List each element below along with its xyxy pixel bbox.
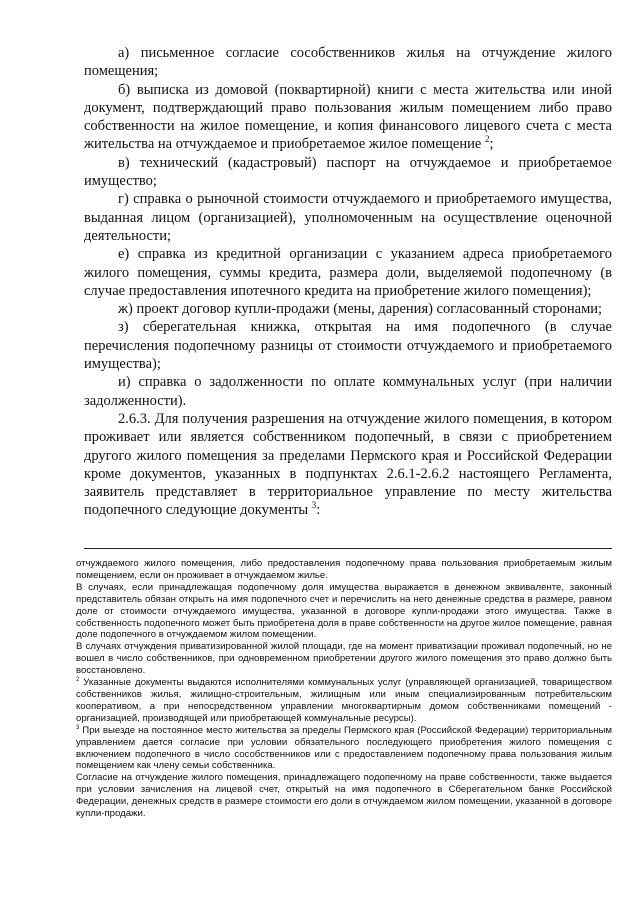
paragraph-b-text: б) выписка из домовой (поквартирной) книги с места жительства или иной документ, подтверждающий право пользования жилым помещением либо право собственности на жилое помещение, и копия финансового лицевого счета с места жительства на отчуждаемое и приобретаемое жилое помещение — [84, 81, 612, 153]
paragraph-b — [84, 81, 612, 154]
paragraph-a: а) письменное согласие сособственников жилья на отчуждение жилого помещения; — [84, 45, 612, 80]
paragraph-g: г) справка о рыночной стоимости отчуждаемого и приобретаемого имущества, выданная лицом (организацией), уполномоченным на осуществление оценочной деятельности; — [84, 191, 612, 244]
footnote-3 — [76, 725, 612, 773]
footnote-mark-3: 3 — [76, 724, 80, 731]
footnote-mark-2: 2 — [76, 676, 80, 683]
footnote-ref-3: 3 — [311, 500, 317, 511]
paragraph-2-6-3-text: 2.6.3. Для получения разрешения на отчуждение жилого помещения, в котором проживает или является собственником подопечный, в связи с приобретением другого жилого помещения за пределами Пермского края и Российской Федерации кроме документов, указанных в подпунктах 2.6.1-2.6.2 настоящего Регламента, заявитель представляет в территориальное управление по месту жительства подопечного следующие документы — [84, 410, 612, 519]
footnote-text: Согласие на отчуждение жилого помещения, принадлежащего подопечному на праве собственности, также выдается при условии зачисления на лицевой счет, открытый на имя подопечного в Сберегательном банке Российской Федерации, денежных средств в размере стоимости его доли в отчуждаемом жилом помещении, указанной в договоре купли-продажи. — [76, 772, 612, 820]
footnote-2-text: Указанные документы выдаются исполнителями коммунальных услуг (управляющей организацией, товариществом собственников жилья, жилищно-строительным, жилищным или иным специализированным потребительским кооперативом, а при непосредственном управлении многоквартирным домом собственниками помещений - организацией, производящей или приобретающей коммунальные ресурсы). — [76, 677, 612, 724]
paragraph-zh: ж) проект договор купли-продажи (мены, дарения) согласованный сторонами; — [118, 301, 603, 318]
paragraph-z: з) сберегательная книжка, открытая на имя подопечного (в случае перечисления подопечному разницы от стоимости отчуждаемого и приобретаемого имущества); — [84, 319, 612, 373]
paragraph-e: е) справка из кредитной организации с указанием адреса приобретаемого жилого помещения, суммы кредита, размера доли, выделяемой подопечному (в случае предоставления ипотечного кредита на приобретение жилого помещения); — [84, 246, 612, 299]
footnote-text: В случаях отчуждения приватизированной жилой площади, где на момент приватизации проживал подопечный, но не вошел в число собственников, при одновременном приобретении другого жилого помещения это право должно быть восстановлено. — [76, 641, 612, 677]
paragraph-2-6-3 — [84, 410, 612, 520]
footnote-separator — [84, 548, 612, 549]
main-text — [84, 44, 612, 520]
footnote-continuation: отчуждаемого жилого помещения, либо предоставления подопечному права пользования приобретаемым жилым помещением, если он проживает в отчуждаемом жилье. — [76, 558, 612, 581]
paragraph-2-6-3-tail: : — [316, 502, 321, 519]
footnote-3-text: При выезде на постоянное место жительства за пределы Пермского края (Российской Федерации) территориальным управлением дается согласие при условии обязательного последующего приобретения жилого помещения с включением подопечного в число сособственников или с предоставлением подопечному права пользования жилым помещением как члену семьи собственника. — [76, 724, 612, 772]
paragraph-b-tail: ; — [489, 136, 494, 153]
footnote-text: В случаях, если принадлежащая подопечному доля имущества выражается в денежном эквиваленте, законный представитель обязан открыть на имя подопечного счет и перечислить на него денежные средства в размере, равном доле от стоимости отчуждаемого имущества, указанной в договоре купли-продажи этого имущества. Также в собственность подопечного может быть приобретена доля в праве собственности на другое жилое помещение, равная доле подопечного в отчуждаемом жилом помещении. — [76, 581, 612, 641]
paragraph-i: и) справка о задолженности по оплате коммунальных услуг (при наличии задолженности). — [84, 374, 612, 409]
footnotes — [76, 558, 612, 820]
footnote-ref-2: 2 — [484, 134, 490, 145]
paragraph-v: в) технический (кадастровый) паспорт на отчуждаемое и приобретаемое имущество; — [84, 154, 612, 190]
footnote-2 — [76, 677, 612, 725]
